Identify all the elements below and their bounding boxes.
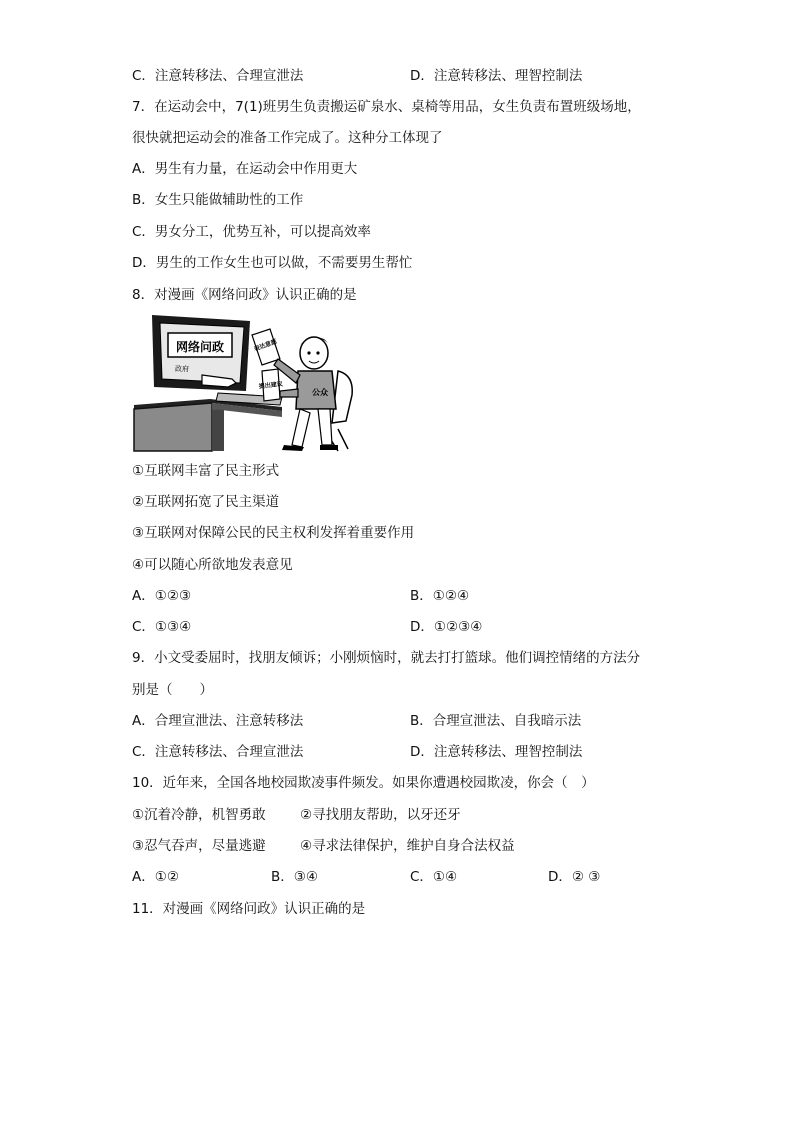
q8-statement-4: ④可以随心所欲地发表意见 [132, 557, 293, 573]
q10-statement-4: ④寻求法律保护，维护自身合法权益 [300, 838, 515, 854]
q9-option-b: B．合理宣泄法、自我暗示法 [410, 713, 582, 729]
q7-stem-line2: 很快就把运动会的准备工作完成了。这种分工体现了 [132, 130, 443, 146]
q9-stem-line1: 9．小文受委屈时，找朋友倾诉；小刚烦恼时，就去打打篮球。他们调控情绪的方法分 [132, 650, 641, 666]
q11-stem: 11．对漫画《网络问政》认识正确的是 [132, 901, 366, 917]
q8-option-d: D．①②③④ [410, 619, 483, 635]
q10-option-d: D．② ③ [548, 869, 601, 885]
q8-statement-2: ②互联网拓宽了民主渠道 [132, 494, 280, 510]
q6-option-c: C．注意转移法、合理宣泄法 [132, 68, 304, 84]
q9-option-d: D．注意转移法、理智控制法 [410, 744, 583, 760]
paper-2-label: 提出建议 [258, 380, 284, 391]
q10-stem: 10．近年来，全国各地校园欺凌事件频发。如果你遭遇校园欺凌，你会（ ） [132, 775, 595, 791]
q8-stem: 8．对漫画《网络问政》认识正确的是 [132, 287, 357, 303]
q7-option-d: D．男生的工作女生也可以做，不需要男生帮忙 [132, 255, 413, 271]
q10-statement-3: ③忍气吞声，尽量逃避 [132, 838, 266, 854]
q8-statement-3: ③互联网对保障公民的民主权利发挥着重要作用 [132, 525, 415, 541]
q10-statement-2: ②寻找朋友帮助，以牙还牙 [300, 807, 461, 823]
screen-title: 网络问政 [175, 340, 225, 354]
q10-statement-1: ①沉着冷静，机智勇敢 [132, 807, 266, 823]
q7-option-b: B．女生只能做辅助性的工作 [132, 192, 304, 208]
screen-sub: 政府 [175, 365, 189, 373]
q8-option-a: A．①②③ [132, 588, 192, 604]
q8-option-c: C．①③④ [132, 619, 192, 635]
q6-option-d: D．注意转移法、理智控制法 [410, 68, 583, 84]
q8-option-b: B．①②④ [410, 588, 470, 604]
paper-1-label: 表达意愿 [253, 338, 278, 353]
person-label: 公众 [312, 388, 328, 397]
q10-option-b: B．③④ [271, 869, 318, 885]
q7-option-c: C．男女分工，优势互补，可以提高效率 [132, 224, 371, 240]
q9-stem-line2: 别是（ ） [132, 682, 213, 698]
q9-option-c: C．注意转移法、合理宣泄法 [132, 744, 304, 760]
q9-option-a: A．合理宣泄法、注意转移法 [132, 713, 304, 729]
q8-statement-1: ①互联网丰富了民主形式 [132, 463, 280, 479]
q7-option-a: A．男生有力量，在运动会中作用更大 [132, 161, 358, 177]
q10-option-c: C．①④ [410, 869, 458, 885]
cartoon-network-governance [132, 313, 360, 453]
q10-option-a: A．①② [132, 869, 179, 885]
q7-stem-line1: 7．在运动会中，7(1)班男生负责搬运矿泉水、桌椅等用品，女生负责布置班级场地， [132, 99, 641, 115]
